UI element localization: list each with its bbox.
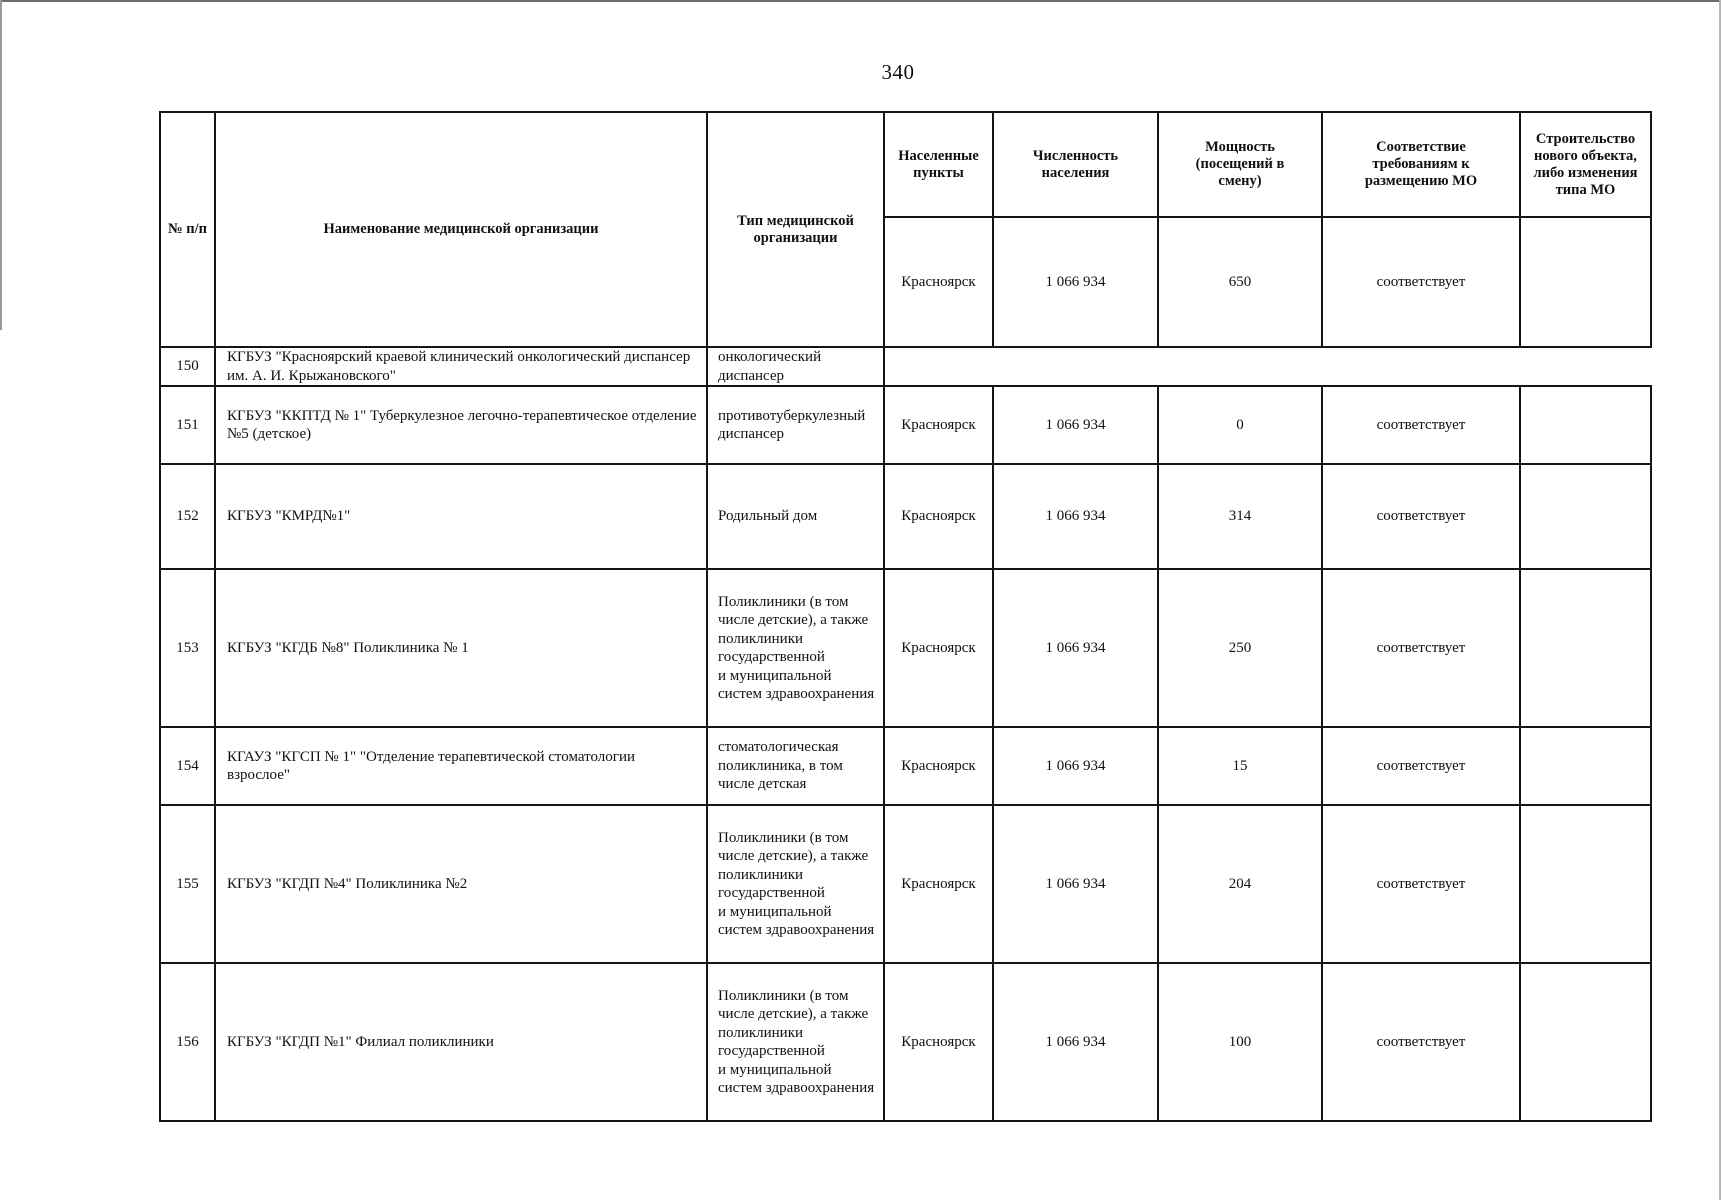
medical-organizations-table [159, 111, 1652, 1122]
compliance-cell: соответствует [1322, 217, 1520, 347]
org-name-cell: КГБУЗ "КГДП №4" Поликлиника №2 [215, 805, 707, 963]
capacity-cell: 314 [1158, 464, 1322, 569]
capacity-cell: 250 [1158, 569, 1322, 727]
scan-edge-left [0, 0, 2, 330]
table-row [160, 963, 1651, 1121]
org-type-cell: Родильный дом [707, 464, 884, 569]
table-row [160, 569, 1651, 727]
capacity-cell: 100 [1158, 963, 1322, 1121]
population-cell: 1 066 934 [993, 727, 1158, 805]
capacity-cell: 204 [1158, 805, 1322, 963]
row-number-cell: 151 [160, 386, 215, 464]
compliance-cell: соответствует [1322, 569, 1520, 727]
header-construction: Строительство нового объекта, либо изменения типа МО [1520, 112, 1651, 217]
header-capacity: Мощность (посещений в смену) [1158, 112, 1322, 217]
compliance-cell: соответствует [1322, 963, 1520, 1121]
settlement-cell: Красноярск [884, 464, 993, 569]
compliance-cell: соответствует [1322, 727, 1520, 805]
page-number: 340 [881, 60, 915, 84]
org-name-cell: КГБУЗ "КГДП №1" Филиал поликлиники [215, 963, 707, 1121]
org-name-cell: КГБУЗ "КГДБ №8" Поликлиника № 1 [215, 569, 707, 727]
header-type: Тип медицинской организации [707, 112, 884, 347]
construction-cell [1520, 464, 1651, 569]
org-type-cell: противотуберкулезный диспансер [707, 386, 884, 464]
settlement-cell: Красноярск [884, 963, 993, 1121]
capacity-cell: 650 [1158, 217, 1322, 347]
header-name: Наименование медицинской организации [215, 112, 707, 347]
settlement-cell: Красноярск [884, 569, 993, 727]
construction-cell [1520, 963, 1651, 1121]
construction-cell [1520, 386, 1651, 464]
compliance-cell: соответствует [1322, 386, 1520, 464]
row-number-cell: 152 [160, 464, 215, 569]
header-population: Численность населения [993, 112, 1158, 217]
population-cell: 1 066 934 [993, 386, 1158, 464]
org-type-cell: Поликлиники (в том числе детские), а также поликлиники государственной и муниципальной систем здравоохранения [707, 963, 884, 1121]
org-type-cell: Поликлиники (в том числе детские), а также поликлиники государственной и муниципальной систем здравоохранения [707, 569, 884, 727]
header-compliance: Соответствие требованиям к размещению МО [1322, 112, 1520, 217]
table-row [160, 464, 1651, 569]
settlement-cell: Красноярск [884, 217, 993, 347]
scan-edge-top [0, 0, 1721, 2]
row-number-cell: 156 [160, 963, 215, 1121]
org-name-cell: КГБУЗ "КМРД№1" [215, 464, 707, 569]
settlement-cell: Красноярск [884, 805, 993, 963]
construction-cell [1520, 727, 1651, 805]
header-row [160, 112, 1651, 217]
population-cell: 1 066 934 [993, 464, 1158, 569]
table-body [160, 347, 1651, 1121]
org-type-cell: Поликлиники (в том числе детские), а также поликлиники государственной и муниципальной систем здравоохранения [707, 805, 884, 963]
capacity-cell: 0 [1158, 386, 1322, 464]
capacity-cell: 15 [1158, 727, 1322, 805]
org-name-cell: КГАУЗ "КГСП № 1" "Отделение терапевтической стоматологии взрослое" [215, 727, 707, 805]
population-cell: 1 066 934 [993, 963, 1158, 1121]
org-name-cell: КГБУЗ "Красноярский краевой клинический онкологический диспансер им. А. И. Крыжановского" [215, 347, 707, 386]
construction-cell [1520, 805, 1651, 963]
table-row [160, 386, 1651, 464]
settlement-cell: Красноярск [884, 386, 993, 464]
header-settlements: Населенные пункты [884, 112, 993, 217]
settlement-cell: Красноярск [884, 727, 993, 805]
compliance-cell: соответствует [1322, 464, 1520, 569]
org-name-cell: КГБУЗ "ККПТД № 1" Туберкулезное легочно-терапевтическое отделение №5 (детское) [215, 386, 707, 464]
population-cell: 1 066 934 [993, 805, 1158, 963]
org-type-cell: стоматологическая поликлиника, в том числе детская [707, 727, 884, 805]
compliance-cell: соответствует [1322, 805, 1520, 963]
table-row [160, 727, 1651, 805]
population-cell: 1 066 934 [993, 569, 1158, 727]
construction-cell [1520, 217, 1651, 347]
row-number-cell: 154 [160, 727, 215, 805]
header-num: № п/п [160, 112, 215, 347]
population-cell: 1 066 934 [993, 217, 1158, 347]
table-row [160, 805, 1651, 963]
org-type-cell: онкологический диспансер [707, 347, 884, 386]
construction-cell [1520, 569, 1651, 727]
row-number-cell: 153 [160, 569, 215, 727]
row-number-cell: 155 [160, 805, 215, 963]
table-row [160, 347, 1651, 386]
row-number-cell: 150 [160, 347, 215, 386]
